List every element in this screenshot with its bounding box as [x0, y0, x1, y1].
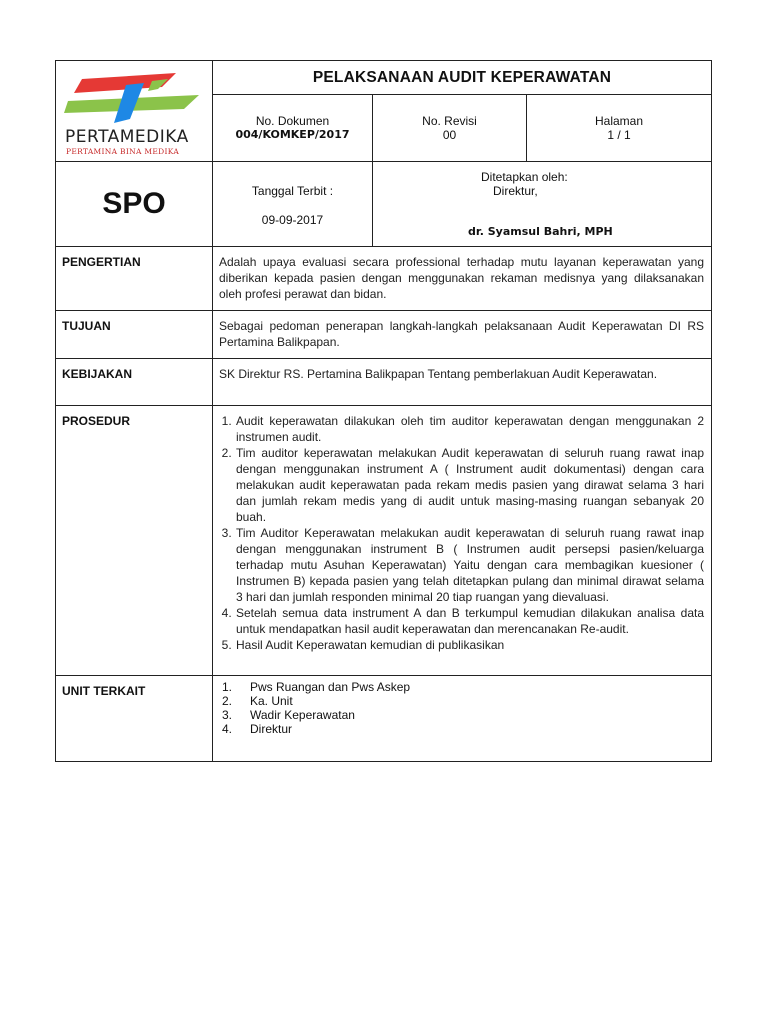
brand-name: PERTAMEDIKA [65, 127, 189, 147]
tanggal-terbit-cell [213, 162, 373, 247]
no-revisi-label: No. Revisi [422, 114, 477, 128]
unit-terkait-list [213, 676, 711, 736]
unit-terkait-label: UNIT TERKAIT [56, 676, 213, 762]
list-item-number: 2. [222, 694, 233, 708]
list-item-text: Direktur [250, 722, 293, 736]
tanggal-terbit-label: Tanggal Terbit : [251, 184, 334, 198]
prosedur-item: 1. Audit keperawatan dilakukan oleh tim auditor keperawatan dengan menggunakan 2 instrumen audit. [235, 413, 704, 445]
tanggal-terbit-value: 09-09-2017 [261, 213, 324, 227]
prosedur-item: 2. Tim auditor keperawatan melakukan Audit keperawatan di seluruh ruang rawat inap dengan menggunakan instrument A ( Instrument audit dokumentasi) dengan cara melakukan audit keperawatan pada rekam medis pasien yang dirawat selama 3 hari dan jumlah rekam medis yang di audit untuk masing-masing ruangan sebanyak 20 buah. [235, 445, 704, 525]
list-item [222, 694, 711, 708]
halaman-label: Halaman [594, 114, 644, 128]
prosedur-item: 5. Hasil Audit Keperawatan kemudian di publikasikan [235, 637, 704, 653]
brand-tagline: PERTAMINA BINA MEDIKA [66, 147, 180, 156]
prosedur-item: 4. Setelah semua data instrument A dan B terkumpul kemudian dilakukan analisa data untuk mendapatkan hasil audit keperawatan dan merencanakan Re-audit. [235, 605, 704, 637]
logo-cell [56, 61, 213, 162]
kebijakan-label: KEBIJAKAN [56, 359, 213, 406]
list-item-number: 1. [222, 680, 233, 694]
header-table [55, 60, 712, 762]
no-revisi-value: 00 [442, 128, 457, 142]
spo-document [55, 60, 711, 762]
document-title: PELAKSANAAN AUDIT KEPERAWATAN [213, 61, 712, 95]
list-item-number: 3. [222, 708, 233, 722]
prosedur-content [213, 406, 712, 676]
prosedur-label: PROSEDUR [56, 406, 213, 676]
no-dokumen-value: 004/KOMKEP/2017 [235, 128, 350, 141]
prosedur-item: 3. Tim Auditor Keperawatan melakukan audit keperawatan di seluruh ruang rawat inap dengan menggunakan instrument B ( Instrumen audit persepsi pasien/keluarga terhadap mutu Asuhan Keperawatan) Yaitu dengan cara membagikan kuesioner ( Instrumen B) kepada pasien yang telah ditetapkan pulang dan minimal dirawat selama 3 hari dan jumlah responden minimal 20 tiap ruangan yang dievaluasi. [235, 525, 704, 605]
no-revisi-cell [373, 95, 527, 162]
kebijakan-text: SK Direktur RS. Pertamina Balikpapan Tentang pemberlakuan Audit Keperawatan. [213, 359, 712, 406]
list-item [222, 680, 711, 694]
ditetapkan-nama: dr. Syamsul Bahri, MPH [468, 225, 613, 238]
halaman-value: 1 / 1 [607, 128, 631, 142]
pertamedika-logo-icon [64, 67, 204, 127]
spo-label: SPO [56, 162, 213, 247]
ditetapkan-cell [373, 162, 712, 247]
tujuan-label: TUJUAN [56, 311, 213, 359]
list-item [222, 708, 711, 722]
pengertian-text: Adalah upaya evaluasi secara professional terhadap mutu layanan keperawatan yang diberikan kepada pasien dengan menggunakan rekaman medisnya yang dilaksanakan oleh profesi perawat dan bidan. [213, 247, 712, 311]
list-item-text: Ka. Unit [250, 694, 293, 708]
tujuan-text: Sebagai pedoman penerapan langkah-langkah pelaksanaan Audit Keperawatan DI RS Pertamina Balikpapan. [213, 311, 712, 359]
list-item [222, 722, 711, 736]
prosedur-list [219, 413, 704, 653]
list-item-text: Wadir Keperawatan [250, 708, 355, 722]
halaman-cell [527, 95, 712, 162]
ditetapkan-label: Ditetapkan oleh: [481, 170, 568, 184]
no-dokumen-cell [213, 95, 373, 162]
list-item-text: Pws Ruangan dan Pws Askep [250, 680, 411, 694]
pengertian-label: PENGERTIAN [56, 247, 213, 311]
no-dokumen-label: No. Dokumen [255, 114, 330, 128]
list-item-number: 4. [222, 722, 233, 736]
ditetapkan-jabatan: Direktur, [493, 184, 538, 198]
unit-terkait-content [213, 676, 712, 762]
